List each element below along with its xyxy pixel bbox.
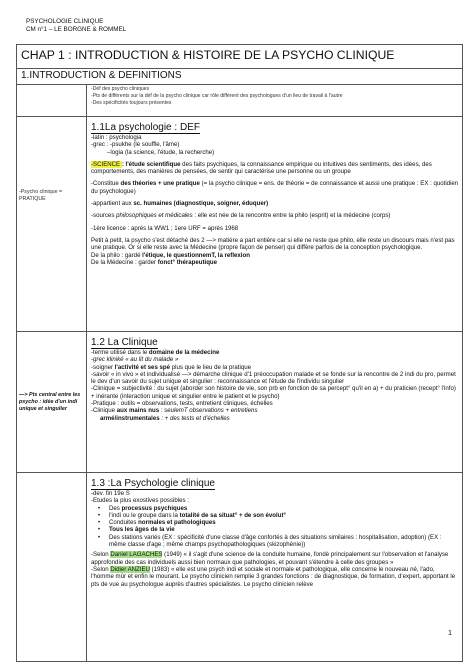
paragraph: Petit à petit, la psycho s'est détaché des 2 —> matière a part entière car si elle ne reste que philo, elle reste un discours mais n'est pas une pratique. Or si elle reste avec la Médecine (propre façon de penser) qui diffère parfois de la conception psychologique.: [91, 236, 455, 252]
bold-text: aux mains nus: [116, 407, 160, 415]
text-span: -Clinique: [91, 407, 117, 415]
bullet-item: [91, 534, 459, 549]
left-note-line: PRATIQUE: [19, 195, 46, 202]
left-note-cell: [17, 117, 87, 332]
bold-text: domaine de la médecine: [148, 349, 220, 356]
bold-text: processus psychiques: [121, 504, 188, 512]
empty-left-cell: [17, 473, 87, 662]
section-1-1: [87, 117, 463, 332]
def-line: -Des spécificités toujours présentes: [91, 100, 172, 107]
highlight-name: Daniel LAGACHES: [110, 551, 163, 559]
bullet-icon: •: [98, 526, 101, 534]
left-note-line: —> Pts central entre les: [19, 392, 81, 398]
chapter-title: CHAP 1 : INTRODUCTION & HISTOIRE DE LA PSYCHO CLINIQUE: [21, 48, 395, 62]
section-1-2: [87, 332, 463, 473]
text-line: -latin : psychologia: [91, 134, 142, 141]
italic-text: : + des tests et d'échelles: [159, 414, 230, 422]
bold-text: normales et pathologiques: [138, 519, 216, 527]
text-line: -Etudes la plus exostives possibles :: [91, 497, 189, 505]
text-span: -Constitue: [91, 180, 121, 188]
paragraph: [91, 259, 459, 266]
text-line: [91, 364, 459, 371]
text-line: -dev. fin 19e S: [91, 490, 130, 497]
subsection-title-text: 1.3 :La Psychologie clinique: [91, 478, 215, 489]
bold-text: fonct° thérapeutique: [157, 258, 218, 266]
paragraph: -Clinique = subjectivité : du sujet (aborder son histoire de vie, son prb en fonction de sa percept° qu'il en a) + du praticien (recept° l'info) + inérante (interaction unique et singulier entre le patient et le psycho): [91, 385, 456, 400]
subsection-title: [91, 122, 459, 134]
highlight-science: -SCIENCE: [91, 160, 122, 168]
bold-text: sc. humaines (diagnostique, soigner, éduquer): [133, 200, 269, 208]
left-note-cell: [17, 332, 87, 473]
document-header: [26, 18, 126, 34]
bullet-item: [91, 512, 459, 519]
bullet-item: [91, 519, 459, 526]
subsection-title: [91, 478, 459, 490]
paragraph: [91, 566, 459, 588]
bold-text: : l'étude scientifique: [121, 160, 181, 168]
header-course: PSYCHOLOGIE CLINIQUE: [26, 18, 104, 25]
text-span: -sources: [91, 212, 117, 220]
def-line: -Pts de différents sur la déf de la psycho clinique car rôle différent des psychologues d'un lieu de travail à l'autre: [91, 93, 343, 100]
subsection-title-text: 1.2 La Clinique: [91, 337, 158, 348]
text-span: Des stations variés (EX : spécificité d'une classe d'âge confortés à des situations similaires : hospitalisation, adoption) (EX : même classe d'age ; même champs psychopathologiques (skizophénie)): [109, 533, 442, 549]
highlight-name: Didier ANZIEU: [110, 565, 150, 573]
left-note-line: -Psycho clinique =: [19, 189, 63, 195]
text-span: -Selon: [91, 565, 111, 573]
text-span: -appartient aux: [91, 200, 134, 208]
paragraph: [91, 180, 459, 195]
text-span: -Selon: [91, 551, 111, 559]
subsection-title-text: 1.1La psychologie : DEF: [91, 122, 200, 133]
bullet-icon: •: [98, 519, 101, 527]
paragraph: [91, 551, 459, 566]
text-span: De la philo : gardé: [91, 251, 143, 259]
text-span: -soigner: [91, 363, 115, 371]
text-line: -grec : -psukhe (le souffle, l'âme): [91, 141, 180, 149]
text-span: (1949) « il s'agit d'une science de la conduite humaine, fondé principalement sur l'observation et l'analyse approfondie des cas individuels aussi bien normaux que pathologies, et pouvant s'étendre à celle des groupes »: [91, 551, 449, 566]
left-note-central: [19, 392, 80, 412]
text-span: -terme utilisé dans le: [91, 349, 149, 356]
text-line: -Pratique : outils = observations, tests, entretient cliniques, échelles: [91, 400, 273, 408]
text-span: De la Médecine : garder: [91, 258, 158, 266]
bullet-item: [91, 505, 459, 512]
text-line: -grec kliniké « au lit du malade »: [91, 356, 179, 364]
italic-text: philosophiques et médicales: [116, 212, 193, 220]
left-note-line: psycho : idée d'un indi: [19, 398, 78, 405]
text-line: –logia (la science, l'étude, la recherche): [107, 148, 215, 156]
bullet-icon: •: [98, 533, 101, 541]
italic-text: : seulemT observations + entretiens: [159, 407, 258, 415]
bullet-icon: •: [98, 504, 101, 512]
empty-left-cell: [17, 85, 87, 117]
section-title-cell: [17, 69, 463, 85]
bold-text: armé/instrumentales: [100, 414, 160, 422]
definitions-cell: [87, 85, 463, 117]
text-line: [91, 407, 459, 414]
text-line: [91, 415, 459, 422]
bullet-icon: •: [98, 511, 101, 519]
def-line: -Déf des psycho cliniques: [91, 86, 150, 92]
paragraph: [91, 212, 459, 219]
header-lecture: CM n°1 – LE BORGNE & ROMMEL: [26, 26, 127, 34]
notes-table: [16, 44, 463, 662]
text-span: des faits psychiques, la connaissance empirique ou intuitives des sentiments, des idées, des comportements, des manières de pensées, de sentir qui caractérise une personne ou un groupe: [91, 160, 432, 176]
paragraph: [91, 200, 459, 207]
bold-text: des théories + une pratique: [120, 180, 200, 188]
text-span: l'indi ou le groupe dans la: [109, 511, 180, 519]
text-span: plus que le lieu de la pratique: [170, 363, 251, 371]
paragraph: [91, 252, 459, 259]
bold-text: totalité de sa situat° + de son évolut°: [179, 511, 286, 519]
text-span: Des: [109, 504, 122, 512]
paragraph: -1ère licence : après la WW1 ; 1ere URF = après 1968: [91, 224, 239, 232]
text-span: (1983) « elle est une psych indi et sociale et normale et pathologique, elle concerne le nouveau né, l'ado, l'homme mûr et enfin le mourant. Le psycho clinicien remplie 3 grandes fonctions : de diagnostique, de formation, d'expert, apportant le pts de vue au psychologue auprès d'autres spécialistes. Le psycho clinicien relève: [91, 565, 456, 588]
bold-text: l'activité et ses spé: [114, 363, 171, 371]
page-number: 1: [448, 628, 452, 637]
section-title: 1.INTRODUCTION & DEFINITIONS: [21, 70, 182, 81]
paragraph: [91, 161, 459, 176]
text-span: Conduites: [109, 519, 139, 527]
bold-text: l'étique, le questionnemT, la reflexion: [142, 251, 250, 259]
paragraph: -savoir « in vivo » et individualisé —> démarche clinique d'1 préoccupation malade et se fonde sur la rencontre de 2 indi du pro, permet le dev d'un savoir du sujet unique et singulier : reconnaissance et l'étude de l'individu singulier: [91, 370, 456, 386]
bold-text: Tous les âges de la vie: [109, 526, 175, 534]
subsection-title: [91, 337, 459, 349]
left-note-line: unique et singulier: [19, 405, 67, 412]
bullet-item: [91, 526, 459, 533]
text-span: : elle est née de la rencontre entre la philo (esprit) et la médecine (corps): [192, 212, 391, 220]
text-span: (= la psycho clinique = ens. de théorie = de connaissance et aussi une pratique : EX : quotidien du psychologue): [91, 180, 459, 195]
text-line: [91, 349, 459, 356]
section-1-3: [87, 473, 463, 662]
chapter-title-cell: [17, 45, 463, 69]
left-note-pratique: [19, 189, 62, 203]
